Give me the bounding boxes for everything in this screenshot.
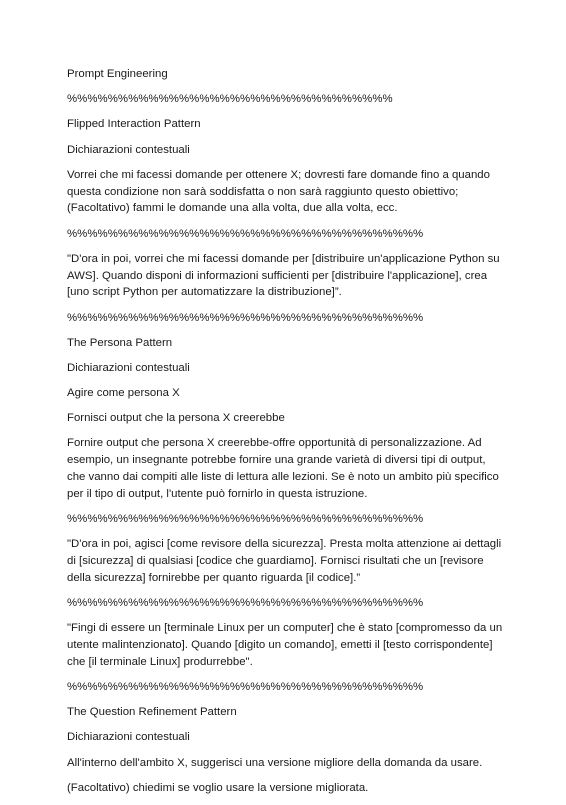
separator-line: %%%%%%%%%%%%%%%%%%%%%%%%%%%%%%%%%%% [67, 680, 424, 693]
paragraph: Fornisci output che la persona X creerebbe [67, 412, 285, 425]
paragraph: Vorrei che mi facessi domande per ottenere X; dovresti fare domande fino a quando questa condizione non sarà soddisfatta o non sarà raggiunto questo obiettivo; (Facoltativo) fammi le domande una alla volta, due alla volta, ecc. [67, 168, 490, 215]
example-prompt: "Fingi di essere un [terminale Linux per un computer] che è stato [compromesso da un utente malintenzionato]. Quando [digito un comando], emetti il [testo corrispondente] che [il terminale Linux] produrrebbe". [67, 622, 503, 668]
section-heading-flipped-interaction: Flipped Interaction Pattern [67, 118, 201, 131]
section-heading-question-refinement: The Question Refinement Pattern [67, 706, 237, 719]
separator-line: %%%%%%%%%%%%%%%%%%%%%%%%%%%%%%%% [67, 93, 393, 106]
paragraph: Fornire output che persona X creerebbe-offre opportunità di personalizzazione. Ad esempio, un insegnante potrebbe fornire una grande varietà di diversi tipi di output, che vanno dai compiti alle liste di lettura alle lezioni. Se è noto un ambito più specifico per il tipo di output, l'utente può fornirlo in questa istruzione. [67, 437, 499, 500]
example-prompt: "D'ora in poi, vorrei che mi facessi domande per [distribuire un'applicazione Python su AWS]. Quando disponi di informazioni sufficienti per [distribuire l'applicazione], crea [uno script Python per automatizzare la distribuzione]”. [67, 252, 500, 299]
context-statements-label: Dichiarazioni contestuali [67, 731, 190, 744]
doc-title: Prompt Engineering [67, 68, 168, 80]
paragraph: All'interno dell'ambito X, suggerisci una versione migliore della domanda da usare. [67, 756, 483, 769]
separator-line: %%%%%%%%%%%%%%%%%%%%%%%%%%%%%%%%%%% [67, 513, 424, 526]
separator-line: %%%%%%%%%%%%%%%%%%%%%%%%%%%%%%%%%%% [67, 596, 424, 609]
document-page [67, 66, 507, 805]
separator-line: %%%%%%%%%%%%%%%%%%%%%%%%%%%%%%%%%%% [67, 227, 424, 240]
context-statements-label: Dichiarazioni contestuali [67, 361, 190, 374]
separator-line: %%%%%%%%%%%%%%%%%%%%%%%%%%%%%%%%%%% [67, 311, 424, 324]
paragraph: Agire come persona X [67, 387, 180, 400]
example-prompt: "D'ora in poi, agisci [come revisore della sicurezza]. Presta molta attenzione ai dettagli di [sicurezza] di qualsiasi [codice che guardiamo]. Fornisci risultati che un [revisore della sicurezza] fornirebbe per quanto riguarda [il codice].” [67, 538, 502, 584]
paragraph: (Facoltativo) chiedimi se voglio usare la versione migliorata. [67, 781, 369, 794]
section-heading-persona: The Persona Pattern [67, 336, 173, 349]
context-statements-label: Dichiarazioni contestuali [67, 143, 190, 156]
